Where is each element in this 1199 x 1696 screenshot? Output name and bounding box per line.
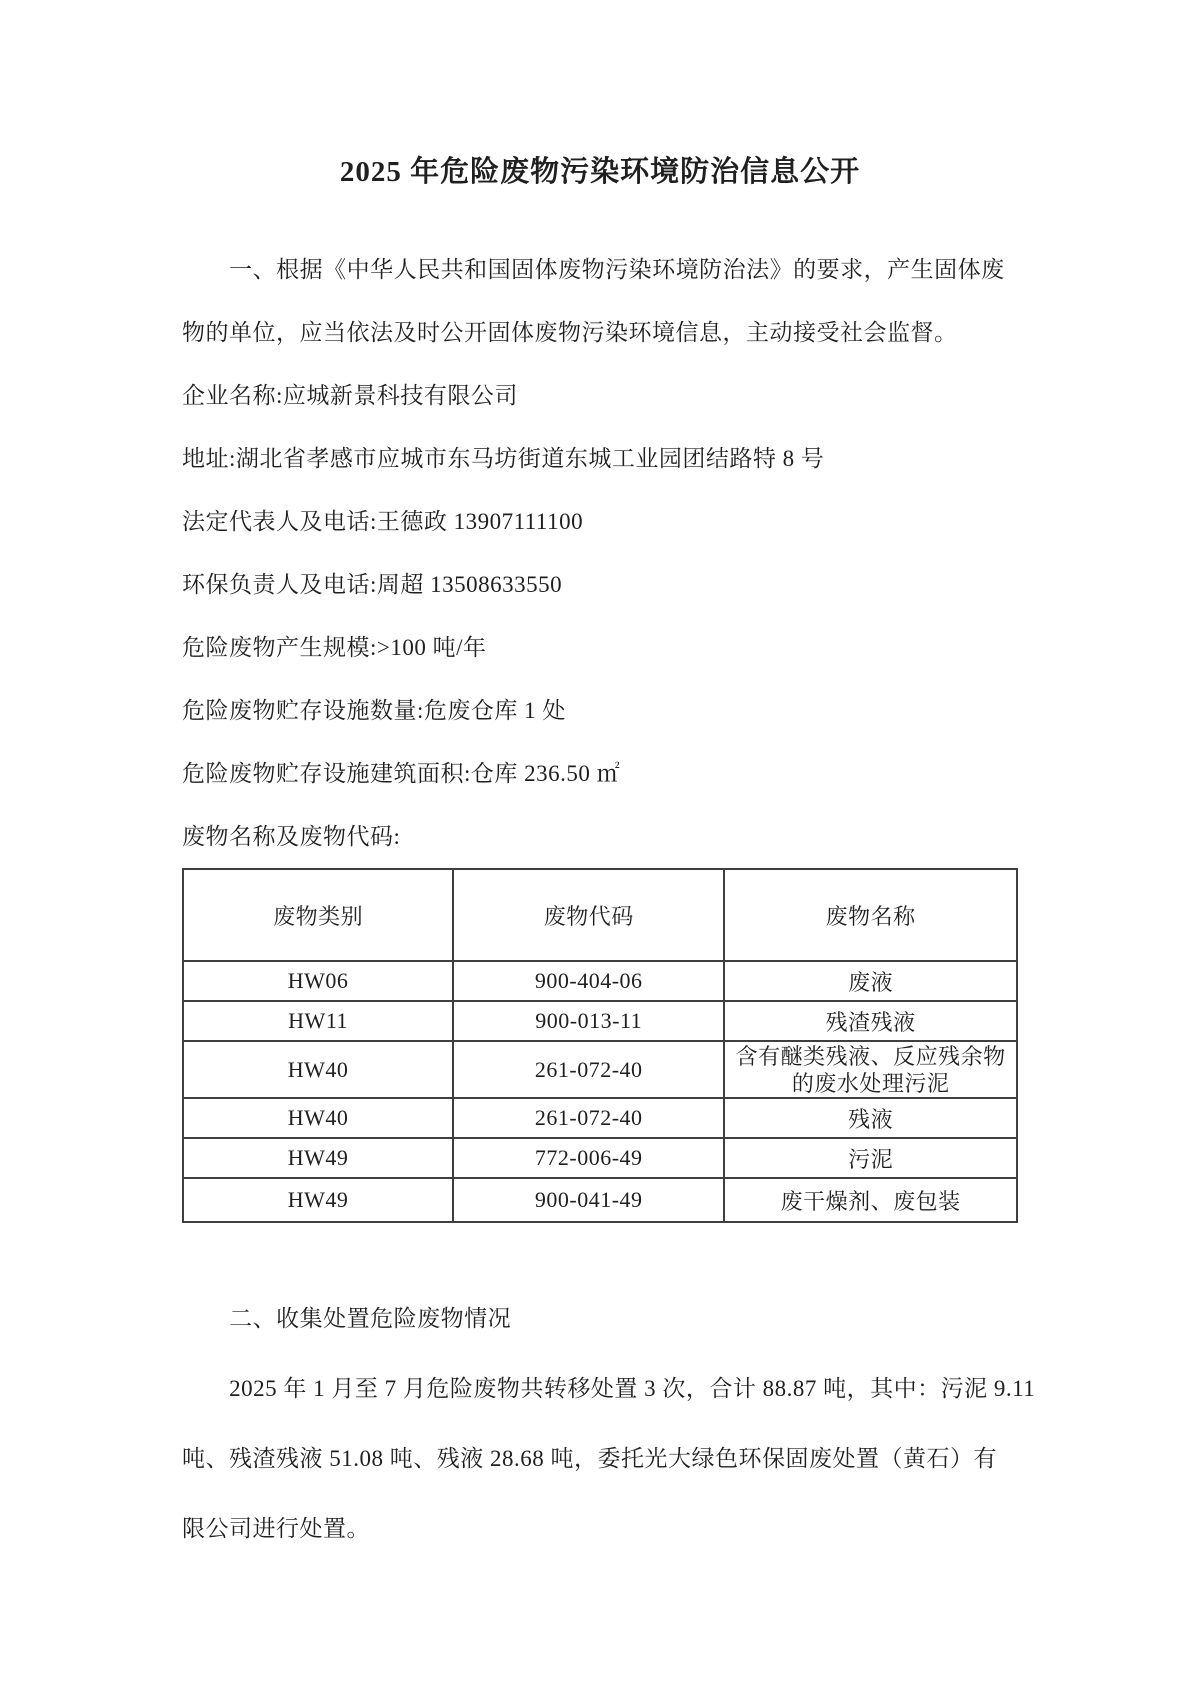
section2-line-3: 限公司进行处置。 <box>182 1516 370 1541</box>
company-info-list <box>182 364 1018 868</box>
table-row <box>183 1001 1017 1041</box>
info-line-waste-codes-label: 废物名称及废物代码: <box>182 824 401 849</box>
cell-waste-category: HW40 <box>183 1041 453 1098</box>
cell-waste-name: 废干燥剂、废包装 <box>724 1178 1017 1222</box>
cell-waste-code: 261-072-40 <box>453 1041 724 1098</box>
info-line-env-officer: 环保负责人及电话:周超 13508633550 <box>182 572 563 597</box>
cell-waste-name: 废液 <box>724 961 1017 1001</box>
waste-table-header-row <box>183 869 1017 961</box>
cell-waste-category: HW49 <box>183 1178 453 1222</box>
cell-waste-code: 261-072-40 <box>453 1098 724 1138</box>
section2-body <box>182 1284 1036 1564</box>
waste-table-header-category: 废物类别 <box>183 869 453 961</box>
cell-waste-name: 污泥 <box>724 1138 1017 1178</box>
section2-heading: 二、收集处置危险废物情况 <box>229 1306 512 1331</box>
cell-waste-name: 残渣残液 <box>724 1001 1017 1041</box>
table-row <box>183 1138 1017 1178</box>
cell-waste-category: HW49 <box>183 1138 453 1178</box>
cell-waste-category: HW40 <box>183 1098 453 1138</box>
section1-body <box>182 238 1018 868</box>
intro-paragraph <box>182 238 1018 364</box>
info-line-company-name: 企业名称:应城新景科技有限公司 <box>182 383 518 408</box>
intro-line-1: 一、根据《中华人民共和国固体废物污染环境防治法》的要求，产生固体废 <box>229 257 1005 282</box>
document-title: 2025 年危险废物污染环境防治信息公开 <box>339 156 861 188</box>
table-row <box>183 961 1017 1001</box>
table-row <box>183 1178 1017 1222</box>
section2-line-1: 2025 年 1 月至 7 月危险废物共转移处置 3 次，合计 88.87 吨，其中：污泥 9.11 <box>229 1376 1036 1401</box>
info-line-legal-representative: 法定代表人及电话:王德政 13907111100 <box>182 509 584 534</box>
cell-waste-code: 900-013-11 <box>453 1001 724 1041</box>
cell-waste-code: 772-006-49 <box>453 1138 724 1178</box>
info-line-address: 地址:湖北省孝感市应城市东马坊街道东城工业园团结路特 8 号 <box>182 446 825 471</box>
table-row <box>183 1098 1017 1138</box>
section2-line-2: 吨、残渣残液 51.08 吨、残液 28.68 吨，委托光大绿色环保固废处置（黄石）有 <box>182 1446 997 1471</box>
waste-table <box>182 868 1018 1223</box>
info-line-storage-facility-count: 危险废物贮存设施数量:危废仓库 1 处 <box>182 698 566 723</box>
cell-waste-name: 残液 <box>724 1098 1017 1138</box>
cell-waste-name: 含有醚类残液、反应残余物的废水处理污泥 <box>724 1041 1017 1098</box>
info-line-storage-facility-area: 危险废物贮存设施建筑面积:仓库 236.50 ㎡ <box>182 761 621 786</box>
table-row <box>183 1041 1017 1098</box>
info-line-production-scale: 危险废物产生规模:>100 吨/年 <box>182 635 487 660</box>
intro-line-2: 物的单位，应当依法及时公开固体废物污染环境信息，主动接受社会监督。 <box>182 320 958 345</box>
waste-table-header-name: 废物名称 <box>724 869 1017 961</box>
cell-waste-code: 900-041-49 <box>453 1178 724 1222</box>
cell-waste-category: HW06 <box>183 961 453 1001</box>
cell-waste-code: 900-404-06 <box>453 961 724 1001</box>
cell-waste-category: HW11 <box>183 1001 453 1041</box>
waste-table-header-code: 废物代码 <box>453 869 724 961</box>
